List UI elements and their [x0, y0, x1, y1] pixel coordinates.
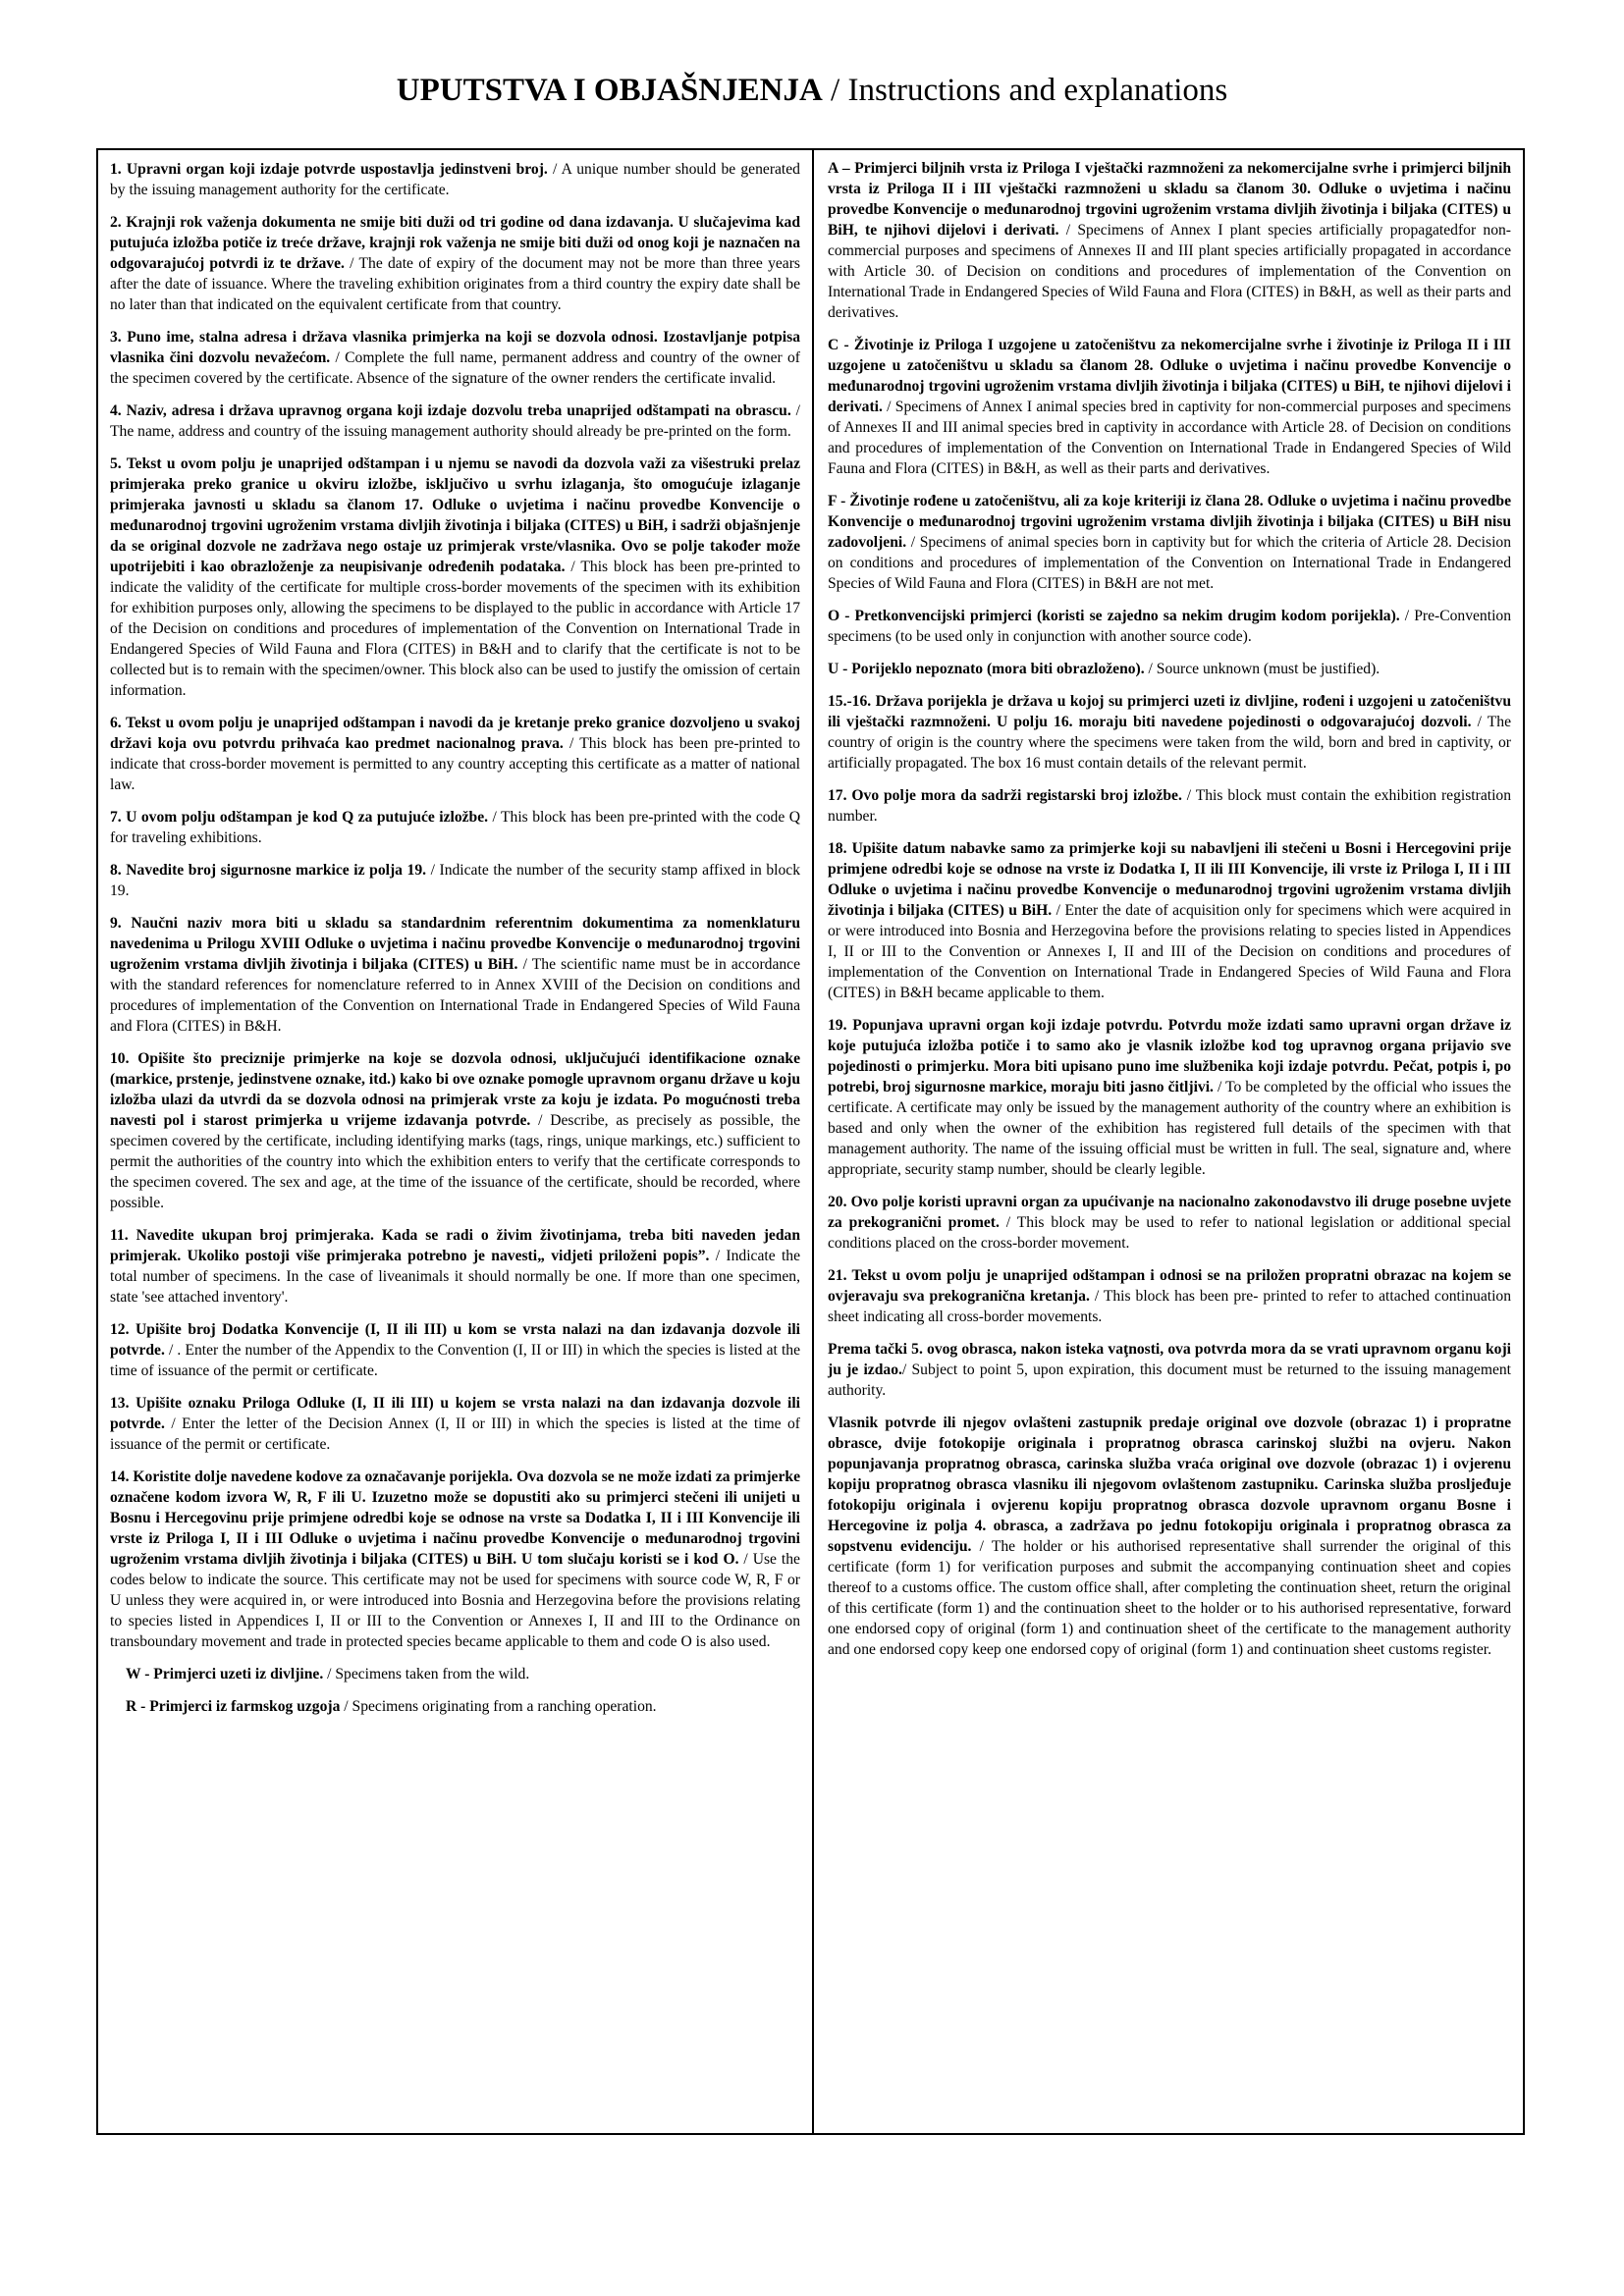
instruction-paragraph: [110, 327, 800, 389]
instruction-paragraph: [828, 1339, 1511, 1401]
paragraph-text: / Specimens taken from the wild.: [323, 1666, 530, 1682]
paragraph-text: / Specimens of animal species born in captivity but for which the criteria of Article 28. Decision on conditions and procedures of implementation of the Convention on International Trade in Endangered Species of Wild Fauna and Flora (CITES) in B&H are not met.: [828, 534, 1511, 592]
paragraph-text: / This block has been pre-printed to indicate that cross-border movement is permitted to any country accepting this certificate as a matter of national law.: [110, 735, 800, 793]
paragraph-heading: 11. Navedite ukupan broj primjeraka. Kada se radi o živim životinjama, treba biti naveden jedan primjerak. Ukoliko postoji više primjeraka potrebno je navesti„ vidjeti priloženi popis”.: [110, 1227, 800, 1264]
paragraph-text: / Use the codes below to indicate the source. This certificate may not be used for specimens with source code W, R, F or U unless they were acquired in, or were introduced into Bosnia and Herzegovina before the provisions relating to species listed in Appendices I, II or III to the Convention or Annexes I, II and III to the Ordinance on transboundary movement and trade in protected species became applicable to them and code O is also used.: [110, 1551, 800, 1650]
instruction-paragraph: [110, 807, 800, 848]
paragraph-heading: 5. Tekst u ovom polju je unaprijed odštampan i u njemu se navodi da dozvola važi za višestruki prelaz primjeraka preko granice u okviru izložbe, isključivo u svrhu izlaganja, što omogućuje izlaganje primjeraka javnosti u skladu sa članom 17. Odluke o uvjetima i načinu provedbe Konvencije o međunarodnoj trgovini ugroženim vrstama divljih životinja i biljaka (CITES) u BiH, i sadrži objašnjenje da se original dozvole ne zadržava nego ostaje uz primjerak vrste/vlasnika. Ovo se polje također može upotrijebiti i kao obrazloženje za neupisivanje određenih podataka.: [110, 455, 800, 575]
instruction-paragraph: [828, 335, 1511, 479]
instruction-paragraph: [828, 1192, 1511, 1254]
paragraph-heading: 14. Koristite dolje navedene kodove za označavanje porijekla. Ova dozvola se ne može izdati za primjerke označene kodom izvora W, R, F ili U. Izuzetno može se dopustiti ako su primjerci stečeni ili unijeti u Bosnu i Hercegovinu prije primjene odredbi koje se odnose na vrste sa Dodatka I, II i III Konvencije ili vrste iz Priloga I, II i III Odluke o uvjetima i načinu provedbe Konvencije o međunarodnoj trgovini ugroženim vrstama divljih životinja i biljaka (CITES) u BiH. U tom slučaju koristi se i kod O.: [110, 1468, 800, 1568]
paragraph-text: / Enter the letter of the Decision Annex (I, II or III) in which the species is listed at the time of issuance of the permit or certificate.: [110, 1415, 800, 1453]
paragraph-heading: 1. Upravni organ koji izdaje potvrde uspostavlja jedinstveni broj.: [110, 161, 548, 178]
left-column: [98, 150, 814, 2133]
paragraph-text: / . Enter the number of the Appendix to the Convention (I, II or III) in which the species is listed at the time of issuance of the permit or certificate.: [110, 1342, 800, 1379]
instruction-paragraph: [828, 606, 1511, 647]
paragraph-heading: C - Životinje iz Priloga I uzgojene u zatočeništvu za nekomercijalne svrhe i životinje iz Priloga II i III uzgojene u zatočeništvu u skladu sa članom 28. Odluke o uvjetima i načinu provedbe Konvencije o međunarodnoj trgovini ugroženim vrstama divljih životinja i biljaka (CITES) u BiH, te njihovi dijelovi i derivati.: [828, 337, 1511, 415]
paragraph-heading: 7. U ovom polju odštampan je kod Q za putujuće izložbe.: [110, 809, 489, 826]
title-rest: / Instructions and explanations: [822, 73, 1228, 108]
paragraph-text: / Enter the date of acquisition only for specimens which were acquired in or were introduced into Bosnia and Herzegovina before the provisions relating to species listed in Appendices I, II or III to the Convention or Annexes I, II and III of the Decision on conditions and procedures of implementation of the Convention on International Trade in Endangered Species of Wild Fauna and Flora (CITES) in B&H became applicable to them.: [828, 902, 1511, 1001]
paragraph-heading: A – Primjerci biljnih vrsta iz Priloga I vještački razmnoženi za nekomercijalne svrhe i primjerci biljnih vrsta iz Priloga II i III vještački razmnoženi u skladu sa članom 30. Odluke o uvjetima i načinu provedbe Konvencije o međunarodnoj trgovini ugroženim vrstama divljih životinja i biljaka (CITES) u BiH, te njihovi dijelovi i derivati.: [828, 160, 1511, 239]
paragraph-heading: O - Pretkonvencijski primjerci (koristi se zajedno sa nekim drugim kodom porijekla).: [828, 608, 1400, 624]
instruction-paragraph: [110, 212, 800, 315]
paragraph-text: / Indicate the number of the security stamp affixed in block 19.: [110, 862, 800, 899]
paragraph-text: / This block has been pre-printed to indicate the validity of the certificate for multiple cross-border movements of the specimen with its exhibition for exhibition purposes only, allowing the specimens to be displayed to the public in accordance with Article 17 of the Decision on conditions and procedures of implementation of the Convention on International Trade in Endangered Species of Wild Fauna and Flora (CITES) in B&H and to clarify that the certificate is not to be collected but is to remain with the specimen/owner. This block also can be used to justify the omission of certain information.: [110, 559, 801, 699]
instruction-paragraph: [110, 159, 800, 200]
instruction-paragraph: [110, 1467, 800, 1652]
paragraph-heading: 6. Tekst u ovom polju je unaprijed odštampan i navodi da je kretanje preko granice dozvoljeno u svakoj državi koja ovu potvrdu prihvaća kao predmet nacionalnog prava.: [110, 715, 800, 752]
paragraph-heading: 13. Upišite oznaku Priloga Odluke (I, II ili III) u kojem se vrsta nalazi na dan izdavanja dozvole ili potvrde.: [110, 1395, 800, 1432]
page-title: [0, 71, 1624, 110]
paragraph-text: / This block has been pre-printed with the code Q for traveling exhibitions.: [110, 809, 800, 846]
title-bold: UPUTSTVA I OBJAŠNJENJA: [396, 73, 823, 108]
paragraph-text: / Specimens of Annex I plant species artificially propagatedfor non-commercial purposes and specimens of Annexes II and III plant species artificially propagated in accordance with Article 30. of Decision on conditions and procedures of implementation of the Convention on International Trade in Endangered Species of Wild Fauna and Flora (CITES) in B&H, as well as their parts and derivatives.: [828, 222, 1511, 321]
instruction-paragraph: [110, 913, 800, 1037]
paragraph-text: / The holder or his authorised representative shall surrender the original of this certificate (form 1) for verification purposes and submit the accompanying continuation sheet and copies thereof to a customs office. The custom office shall, after completing the continuation sheet, return the original of this certificate (form 1) and the continuation sheet to the holder or to his authorised representative, forward one endorsed copy of original (form 1) and continuation sheet of the certificate to the management authority and one endorsed copy keep one endorsed copy of original (form 1) and continuation sheet customs register.: [828, 1538, 1511, 1658]
paragraph-heading: 21. Tekst u ovom polju je unaprijed odštampan i odnosi se na priložen propratni obrazac na kojem se ovjeravaju sva prekogranična kretanja.: [828, 1267, 1511, 1305]
paragraph-text: / To be completed by the official who issues the certificate. A certificate may only be issued by the management authority of the country where an exhibition is based and only when the owner of the exhibition has registered full details of the specimen with that management authority. The name of the issuing official must be written in full. The seal, signature and, where appropriate, security stamp number, should be clearly legible.: [828, 1079, 1511, 1178]
instruction-paragraph: [110, 1319, 800, 1381]
paragraph-heading: F - Životinje rođene u zatočeništvu, ali za koje kriteriji iz člana 28. Odluke o uvjetima i načinu provedbe Konvencije o međunarodnoj trgovini ugroženim vrstama divljih životinja i biljaka (CITES) u BiH nisu zadovoljeni.: [828, 493, 1511, 551]
paragraph-heading: 20. Ovo polje koristi upravni organ za upućivanje na nacionalno zakonodavstvo ili druge posebne uvjete za prekogranični promet.: [828, 1194, 1511, 1231]
paragraph-text: / The country of origin is the country where the specimens were taken from the wild, born and bred in captivity, or artificially propagated. The box 16 must contain details of the relevant permit.: [828, 714, 1511, 772]
paragraph-heading: 17. Ovo polje mora da sadrži registarski broj izložbe.: [828, 787, 1182, 804]
instruction-paragraph: [828, 158, 1511, 323]
paragraph-heading: W - Primjerci uzeti iz divljine.: [126, 1666, 324, 1682]
instruction-paragraph: [110, 454, 800, 701]
paragraph-text: / The date of expiry of the document may not be more than three years after the date of issuance. Where the traveling exhibition originates from a third country the expiry date shall be no later than that indicated on the equivalent certificate from that country.: [110, 255, 800, 313]
instruction-paragraph: [110, 713, 800, 795]
instruction-paragraph: [110, 1696, 800, 1717]
paragraph-text: / Describe, as precisely as possible, the specimen covered by the certificate, including identifying marks (tags, rings, unique markings, etc.) sufficient to permit the authorities of the country into which the exhibition enters to verify that the certificate corresponds to the specimen covered. The sex and age, at the time of the issuance of the certificate, should be recorded, where possible.: [110, 1112, 800, 1211]
paragraph-text: / This block may be used to refer to national legislation or additional special conditions placed on the cross-border movement.: [828, 1214, 1511, 1252]
instruction-paragraph: [828, 491, 1511, 594]
paragraph-heading: 10. Opišite što preciznije primjerke na koje se dozvola odnosi, uključujući identifikacione oznake (markice, prstenje, jedinstvene oznake, itd.) kako bi ove oznake pomogle upravnom organu države u koju izložba ulazi da utvrdi da se dozvola odnosi na primjerak vrste za koju je izdata. Po mogućnosti treba navesti pol i starost primjerka u vrijeme izdavanja potvrde.: [110, 1050, 800, 1129]
instructions-table: [96, 148, 1525, 2135]
paragraph-text: / Specimens originating from a ranching operation.: [340, 1698, 657, 1715]
paragraph-heading: Vlasnik potvrde ili njegov ovlašteni zastupnik predaje original ove dozvole (obrazac 1) i propratne obrasce, dvije fotokopije originala i propratnog obrasca carinskoj službi na ovjeru. Nakon popunjavanja propratnog obrasca, carinska služba vraća original ove dozvole (obrazac 1) i ovjerenu kopiju propratnog obrasca vlasniku ili njegovom ovlaštenom zastupniku. Carinska služba prosljeđuje fotokopiju originala i ovjerenu kopiju propratnog obrasca dozvole upravnom organu Bosne i Hercegovine iz polja 4. obrasca, a zadržava po jednu fotokopiju originala i propratnog obrasca za sopstvenu evidenciju.: [828, 1415, 1511, 1555]
instruction-paragraph: [828, 1413, 1511, 1660]
paragraph-heading: Prema tački 5. ovog obrasca, nakon isteka vaţnosti, ova potvrda mora da se vrati upravnom organu koji ju je izdao.: [828, 1341, 1511, 1378]
right-column: [814, 150, 1525, 2133]
paragraph-text: / Subject to point 5, upon expiration, this document must be returned to the issuing management authority.: [828, 1362, 1511, 1399]
instruction-paragraph: [110, 1664, 800, 1684]
paragraph-text: / Source unknown (must be justified).: [1144, 661, 1380, 677]
paragraph-heading: 15.-16. Država porijekla je država u kojoj su primjerci uzeti iz divljine, rođeni i uzgojeni u zatočeništvu ili vještački razmnoženi. U polju 16. moraju biti navedene pojedinosti o odgovarajućoj dozvoli.: [828, 693, 1511, 730]
paragraph-text: / The name, address and country of the issuing management authority should already be pre-printed on the form.: [110, 402, 800, 440]
paragraph-text: / This block has been pre- printed to refer to attached continuation sheet indicating all cross-border movements.: [828, 1288, 1511, 1325]
instruction-paragraph: [110, 1225, 800, 1308]
instruction-paragraph: [110, 1393, 800, 1455]
instruction-paragraph: [828, 1265, 1511, 1327]
instruction-paragraph: [110, 1048, 800, 1213]
instruction-paragraph: [110, 400, 800, 442]
paragraph-text: / Specimens of Annex I animal species bred in captivity for non-commercial purposes and specimens of Annexes II and III animal species bred in captivity in accordance with Article 28. of Decision on conditions and procedures of implementation of the Convention on International Trade in Endangered Species of Wild Fauna and Flora (CITES) in B&H, as well as their parts and derivatives.: [828, 399, 1511, 477]
paragraph-text: / A unique number should be generated by the issuing management authority for the certificate.: [110, 161, 800, 198]
instruction-paragraph: [828, 785, 1511, 827]
paragraph-heading: 3. Puno ime, stalna adresa i država vlasnika primjerka na koji se dozvola odnosi. Izostavljanje potpisa vlasnika čini dozvolu nevažećom.: [110, 329, 800, 366]
instruction-paragraph: [828, 691, 1511, 774]
paragraph-text: / Pre-Convention specimens (to be used only in conjunction with another source code).: [828, 608, 1511, 645]
instruction-paragraph: [828, 838, 1511, 1003]
paragraph-heading: 18. Upišite datum nabavke samo za primjerke koji su nabavljeni ili stečeni u Bosni i Hercegovini prije primjene odredbi koje se odnose na vrste iz Dodatka I, II ili III Konvencije, ili vrste iz Priloga I, II i III Odluke o uvjetima i načinu provedbe Konvencije o međunarodnoj trgovini ugroženim vrstama divljih životinja i biljaka (CITES) u BiH.: [828, 840, 1511, 919]
paragraph-text: / The scientific name must be in accordance with the standard references for nomenclature referred to in Annex XVIII of the Decision on conditions and procedures of implementation of the Convention on International Trade in Endangered Species of Wild Fauna and Flora (CITES) in B&H.: [110, 956, 800, 1035]
paragraph-heading: 19. Popunjava upravni organ koji izdaje potvrdu. Potvrdu može izdati samo upravni organ države iz koje putujuća izložba potiče i to samo ako je vlasnik izložbe kod tog upravnog organa prijavio sve pojedinosti o primjerku. Mora biti upisano puno ime službenika koji izdaje potvrdu. Pečat, potpis i, po potrebi, broj sigurnosne markice, moraju biti jasno čitljivi.: [828, 1017, 1511, 1095]
paragraph-heading: 2. Krajnji rok važenja dokumenta ne smije biti duži od tri godine od dana izdavanja. U slučajevima kad putujuća izložba potiče iz treće države, krajnji rok važenja ne smije biti duži od onog koji je naznačen na odgovarajućoj potvrdi iz te države.: [110, 214, 800, 272]
instruction-paragraph: [110, 860, 800, 901]
paragraph-heading: 12. Upišite broj Dodatka Konvencije (I, II ili III) u kom se vrsta nalazi na dan izdavanja dozvole ili potvrde.: [110, 1321, 800, 1359]
paragraph-text: / Complete the full name, permanent address and country of the owner of the specimen covered by the certificate. Absence of the signature of the owner renders the certificate invalid.: [110, 349, 800, 387]
paragraph-heading: 9. Naučni naziv mora biti u skladu sa standardnim referentnim dokumentima za nomenklaturu navedenima u Prilogu XVIII Odluke o uvjetima i načinu provedbe Konvencije o međunarodnoj trgovini ugroženim vrstama divljih životinja i biljaka (CITES) u BiH.: [110, 915, 800, 973]
paragraph-heading: U - Porijeklo nepoznato (mora biti obrazloženo).: [828, 661, 1145, 677]
paragraph-text: / This block must contain the exhibition registration number.: [828, 787, 1511, 825]
paragraph-text: / Indicate the total number of specimens. In the case of liveanimals it should normally be one. If more than one specimen, state 'see attached inventory'.: [110, 1248, 801, 1306]
paragraph-heading: 8. Navedite broj sigurnosne markice iz polja 19.: [110, 862, 427, 879]
instruction-paragraph: [828, 659, 1511, 679]
paragraph-heading: R - Primjerci iz farmskog uzgoja: [126, 1698, 341, 1715]
instruction-paragraph: [828, 1015, 1511, 1180]
paragraph-heading: 4. Naziv, adresa i država upravnog organa koji izdaje dozvolu treba unaprijed odštampati na obrascu.: [110, 402, 791, 419]
